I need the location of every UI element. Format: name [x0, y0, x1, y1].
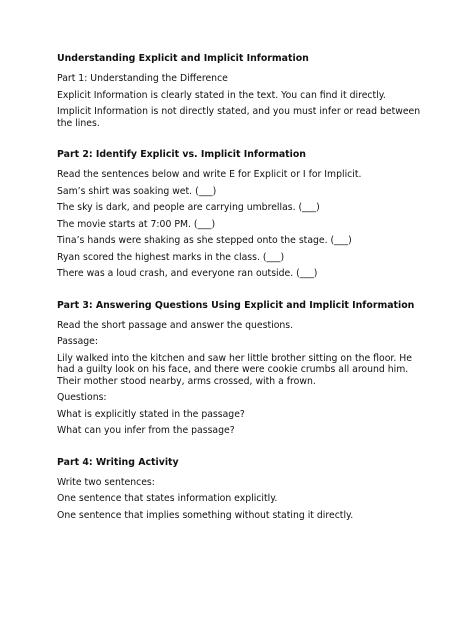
part4-heading: Part 4: Writing Activity [57, 456, 179, 468]
part4-instruction: Write two sentences: [57, 476, 155, 488]
document-title: Understanding Explicit and Implicit Information [57, 53, 309, 64]
passage-text: Lily walked into the kitchen and saw her little brother sitting on the floor. He had a guilty look on his face, and there were cookie crumbs all around him. Their mother stood nearby, arms crossed, with a frown. [57, 352, 412, 387]
explicit-definition: Explicit Information is clearly stated in the text. You can find it directly. [57, 89, 386, 101]
part3-instruction: Read the short passage and answer the questions. [57, 319, 294, 331]
questions-label: Questions: [57, 392, 107, 403]
section-spacer [57, 285, 427, 299]
sentence-item: Ryan scored the highest marks in the class. (___) [57, 251, 285, 263]
writing-item: One sentence that implies something without stating it directly. [57, 509, 354, 521]
passage-label: Passage: [57, 336, 99, 347]
sentence-item: There was a loud crash, and everyone ran outside. (___) [57, 268, 318, 279]
sentence-item: The movie starts at 7:00 PM. (___) [57, 218, 216, 230]
sentence-item: The sky is dark, and people are carrying umbrellas. (___) [57, 202, 320, 213]
worksheet-page [57, 52, 427, 526]
question-item: What is explicitly stated in the passage? [57, 408, 245, 420]
part2-instruction: Read the sentences below and write E for Explicit or I for Implicit. [57, 169, 362, 180]
implicit-definition: Implicit Information is not directly stated, and you must infer or read between the lines. [57, 106, 421, 129]
question-item: What can you infer from the passage? [57, 425, 235, 436]
section-spacer [57, 134, 427, 148]
sentence-item: Tina’s hands were shaking as she stepped onto the stage. (___) [57, 235, 352, 246]
writing-item: One sentence that states information explicitly. [57, 493, 278, 504]
part2-heading: Part 2: Identify Explicit vs. Implicit Information [57, 149, 306, 160]
sentence-item: Sam’s shirt was soaking wet. (___) [57, 185, 217, 197]
section-spacer [57, 442, 427, 456]
part3-heading: Part 3: Answering Questions Using Explicit and Implicit Information [57, 299, 415, 311]
part1-heading: Part 1: Understanding the Difference [57, 73, 228, 84]
